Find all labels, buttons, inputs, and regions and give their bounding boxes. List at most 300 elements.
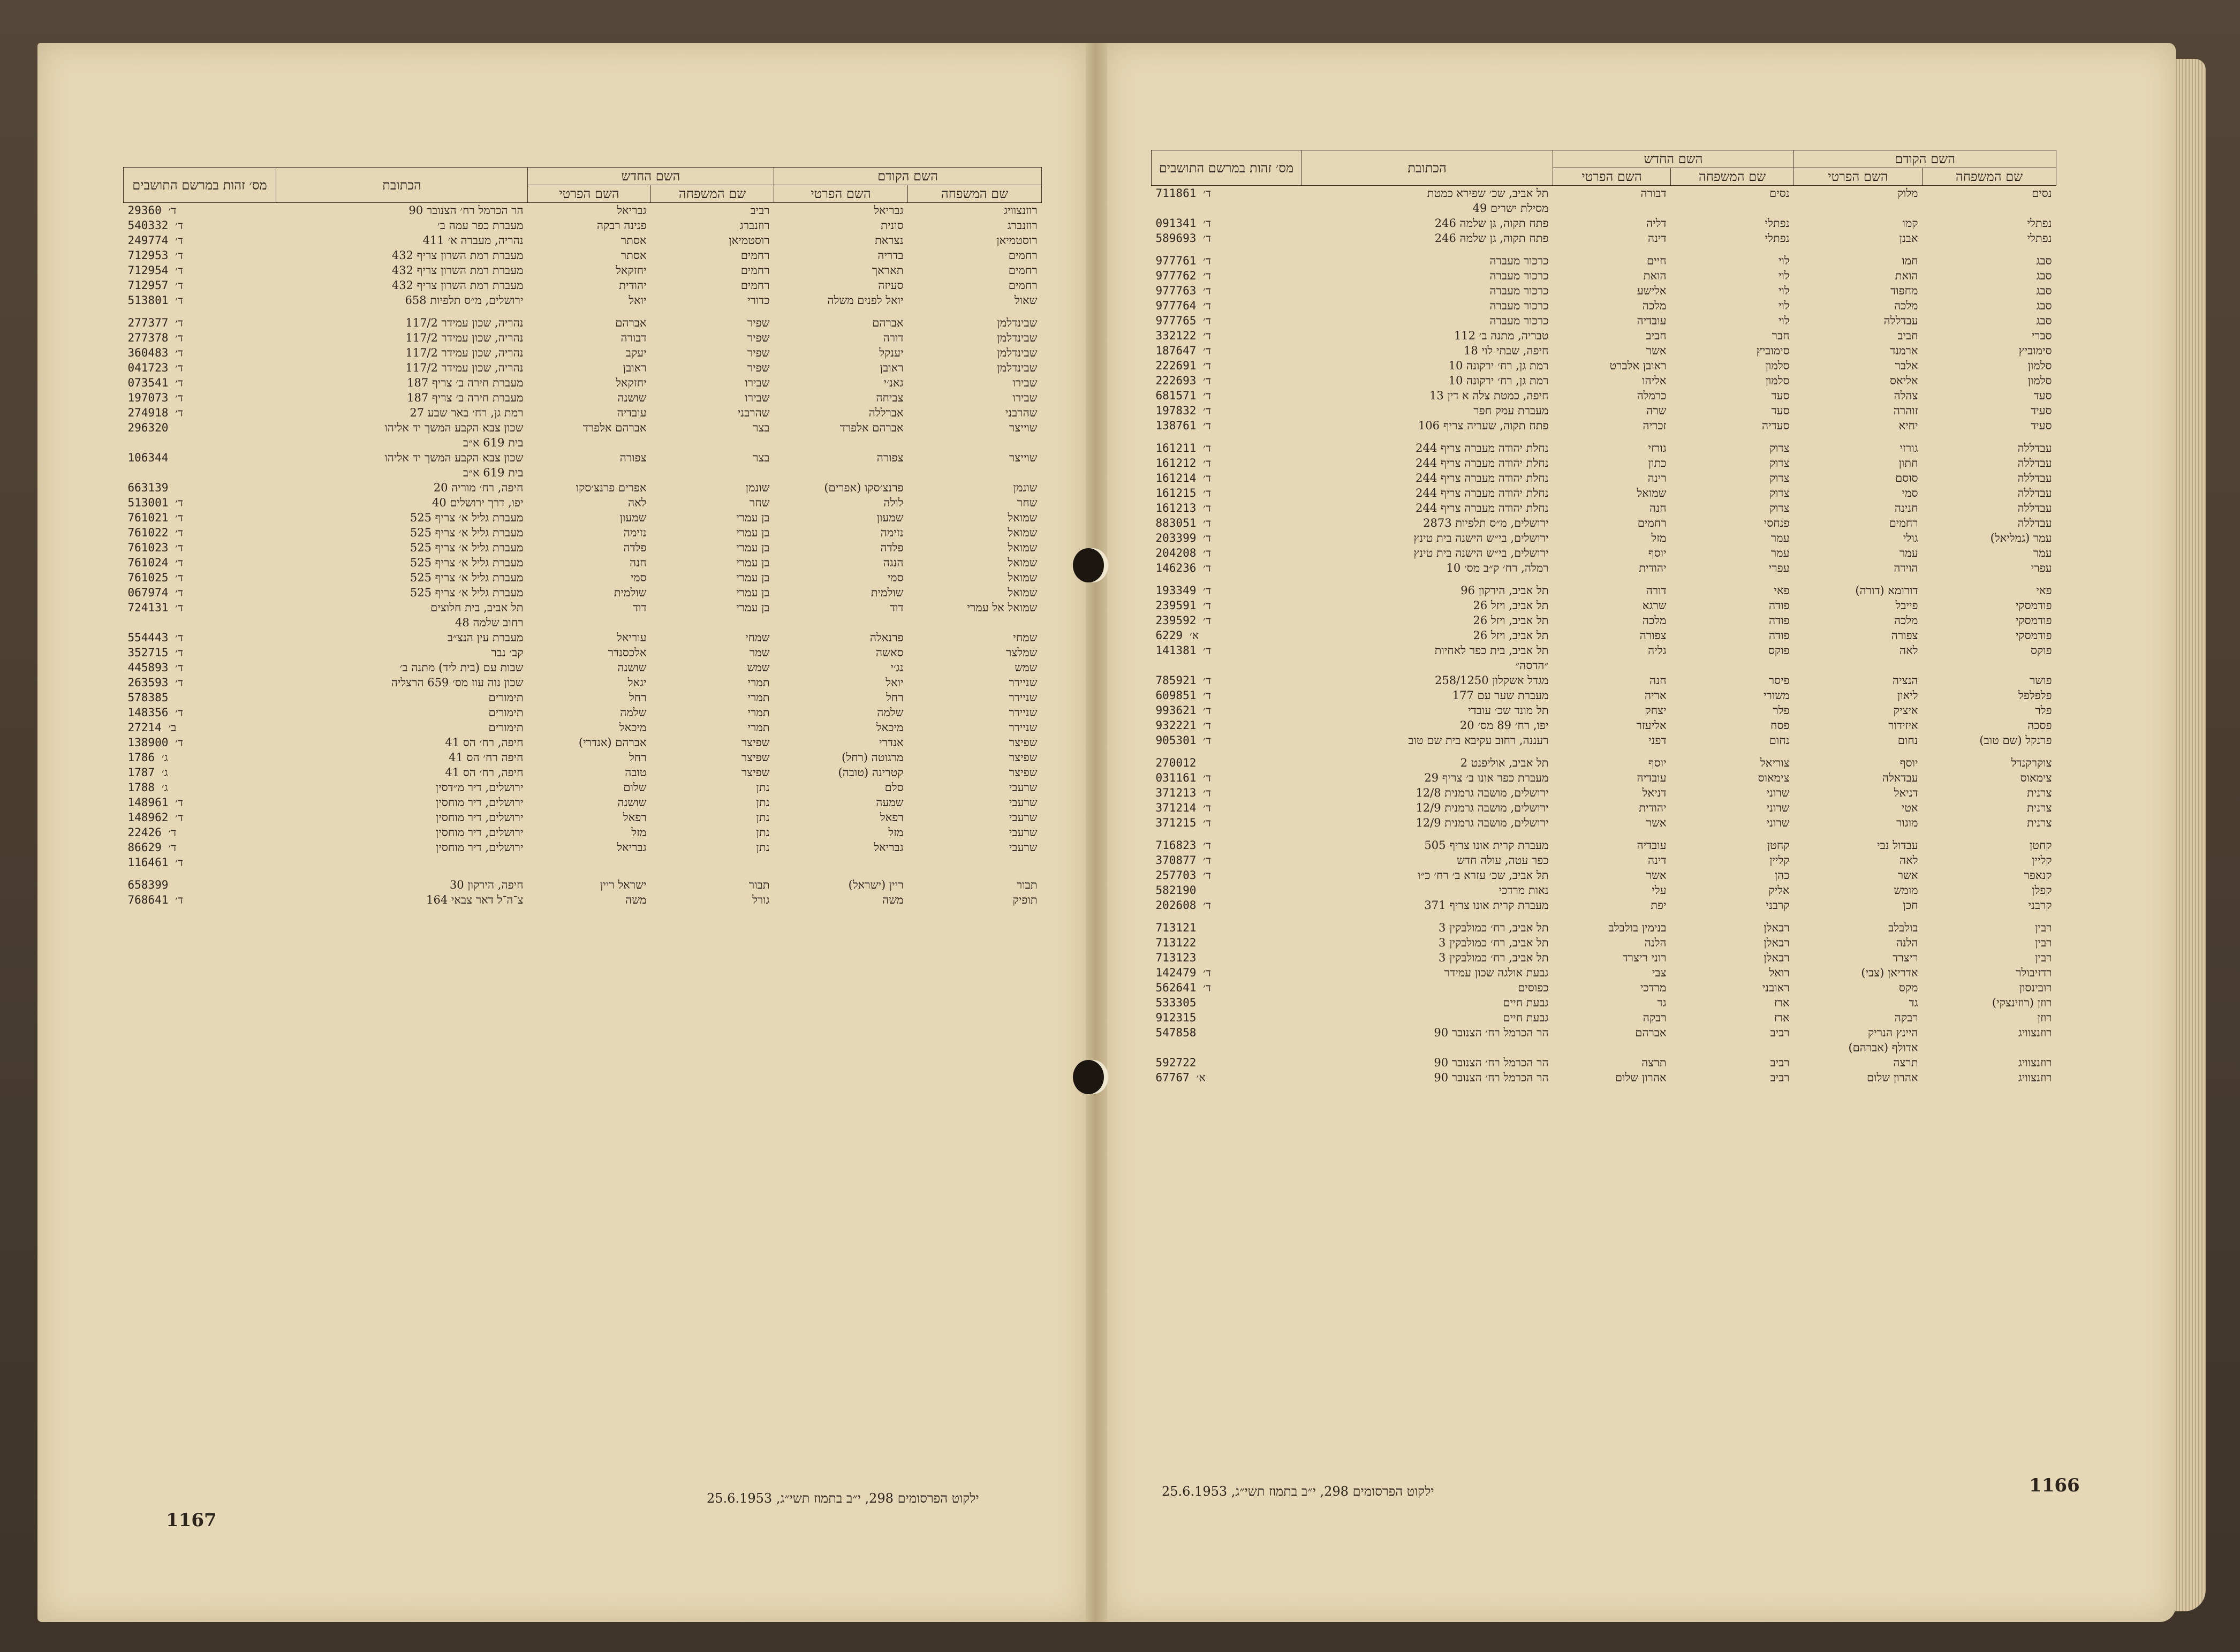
new-first-name-cell: דינה (1648, 854, 1667, 867)
address-cell: חיפה רח׳ הס 41 (449, 751, 524, 764)
book-gutter (1086, 43, 1107, 1622)
old-first-name-cell: אהרון שלום (1866, 1071, 1918, 1084)
address-cell: מעברת גליל א׳ צריף 525 (410, 526, 524, 539)
new-surname-cell: צדוק (1769, 472, 1790, 484)
address-cell: רעננה, רחוב עקיבא בית שם טוב (1408, 734, 1549, 747)
old-first-name-cell: אלבר (1895, 359, 1918, 372)
id-number-cell: 761021 ד׳ (127, 511, 183, 524)
header-old-surname: שם המשפחה (908, 185, 1042, 203)
old-surname-cell: שמואל אל עמרי (967, 601, 1038, 614)
old-first-name-cell: גולי (1903, 532, 1918, 544)
address-cell: חיפה, רח׳ מוריה 20 (433, 481, 524, 494)
new-first-name-cell: אשר (1646, 816, 1667, 829)
id-number-cell: 977763 ד׳ (1155, 284, 1211, 297)
old-surname-cell: רחמים (1008, 264, 1038, 277)
old-first-name-cell: ראובן (880, 361, 904, 374)
old-surname-cell (908, 435, 1042, 450)
new-surname-cell: בצר (753, 451, 770, 464)
old-surname-cell: עבדללה (2017, 472, 2052, 484)
address-cell: מעברת כפר עמה ב׳ (437, 219, 524, 232)
old-surname-cell: שניידר (1009, 676, 1038, 689)
old-surname-cell: צוקרקנדל (2011, 756, 2052, 769)
address-cell: מעברת שער עם 177 (1452, 689, 1549, 702)
new-first-name-cell: חביב (1646, 329, 1667, 342)
old-surname-cell: סבג (2036, 314, 2052, 327)
old-first-name-cell: היינץ הנריק (1868, 1026, 1918, 1039)
id-number-cell: 106344 (127, 451, 169, 464)
new-first-name-cell: שרה (1646, 404, 1667, 417)
table-row (1152, 486, 2056, 501)
id-number-cell: 713123 (1155, 951, 1197, 964)
new-first-name-cell: דבורה (620, 331, 647, 344)
old-first-name-cell: יחיא (1898, 419, 1918, 432)
new-first-name-cell: עוריאל (617, 631, 647, 644)
new-first-name-cell: אסתר (620, 249, 647, 262)
old-first-name-cell: צפורה (876, 451, 904, 464)
new-surname-cell: סימוביץ (1756, 344, 1790, 357)
address-cell: חיפה, כמטת צלה א דין 13 (1429, 389, 1549, 402)
new-first-name-cell: משה (625, 893, 647, 906)
new-first-name-cell: עובדיה (1637, 771, 1667, 784)
address-cell: כרכור מעברה (1489, 284, 1549, 297)
new-surname-cell: צדוק (1769, 457, 1790, 469)
header-id-number: מס׳ זהות במרשם התושבים (1152, 150, 1301, 186)
address-cell: הר הכרמל רח׳ הצנובר 90 (1434, 1071, 1549, 1084)
new-first-name-cell: ישראל ריין (600, 878, 647, 891)
new-surname-cell: שחר (749, 496, 770, 509)
table-row (1152, 201, 2056, 216)
old-surname-cell: נפתלי (2027, 217, 2052, 230)
id-number-cell: 724131 ד׳ (127, 601, 183, 614)
new-surname-cell: קחטן (1767, 839, 1790, 852)
row-spacer (1152, 830, 2056, 838)
id-number-cell: 578385 (127, 691, 169, 704)
address-cell: נהריה, שכון עמידר 117/2 (405, 331, 524, 344)
table-row (1152, 516, 2056, 531)
table-row (1152, 186, 2056, 201)
old-surname-cell: שמחי (1013, 631, 1038, 644)
table-row (1152, 598, 2056, 613)
new-first-name-cell: שולמית (614, 586, 647, 599)
new-first-name-cell: אברהם (615, 316, 647, 329)
new-surname-cell: שמש (747, 661, 770, 674)
header-old-first-name: השם הפרטי (1794, 168, 1923, 186)
table-row (1152, 733, 2056, 748)
new-surname-cell: שרוני (1766, 801, 1790, 814)
address-cell: הר הכרמל רח׳ הצנובר 90 (1434, 1026, 1549, 1039)
id-number-cell: 993621 ד׳ (1155, 704, 1211, 717)
id-number-cell: 592722 (1155, 1056, 1197, 1069)
new-surname-cell: רבאלן (1764, 936, 1790, 949)
address-cell: מעברת כפר אונו ב׳ צריף 29 (1424, 771, 1549, 784)
table-row (124, 495, 1042, 510)
address-cell: מעברת גליל א׳ צריף 525 (410, 511, 524, 524)
table-row (124, 795, 1042, 810)
old-first-name-cell (774, 615, 908, 630)
new-first-name-cell: לאה (628, 496, 647, 509)
old-first-name-cell: מזל (888, 826, 904, 839)
id-number-cell: 352715 ד׳ (127, 646, 183, 659)
table-row (1152, 298, 2056, 313)
old-surname-cell: נפתלי (2027, 232, 2052, 245)
new-surname-cell: רחמים (740, 279, 770, 292)
new-surname-cell: תמרי (747, 691, 770, 704)
old-first-name-cell: גד (1909, 996, 1918, 1009)
address-cell: ירושלים, מושבה גרמנית 12/8 (1416, 786, 1549, 799)
new-surname-cell: ארז (1774, 996, 1790, 1009)
old-surname-cell: שניידר (1009, 691, 1038, 704)
id-number-cell: 533305 (1155, 996, 1197, 1009)
header-address: הכתובת (276, 168, 528, 203)
new-first-name-cell: תרצה (1641, 1056, 1667, 1069)
address-cell: תל אביב, שכ׳ עזרא ב׳ רח׳ כ״ו (1417, 869, 1549, 882)
new-first-name-cell: יואל (629, 294, 647, 307)
old-first-name-cell: דורומא (דורה) (1855, 584, 1918, 597)
id-number-cell: 371215 ד׳ (1155, 816, 1211, 829)
new-first-name-cell: אשר (1646, 869, 1667, 882)
id-number-cell: 67767 א׳ (1155, 1071, 1206, 1084)
old-first-name-cell: חתון (1898, 457, 1918, 469)
old-surname-cell: רבין (2035, 921, 2052, 934)
old-surname-cell: פושר (2029, 674, 2052, 687)
id-number-cell: 1787 ג׳ (127, 766, 168, 779)
id-number-cell: 148961 ד׳ (127, 796, 183, 809)
id-number-cell: 513801 ד׳ (127, 294, 183, 307)
id-number-cell: 360483 ד׳ (127, 346, 183, 359)
new-surname-cell: לוי (1778, 269, 1790, 282)
old-first-name-cell: חמו (1902, 254, 1918, 267)
old-surname-cell: תבור (1016, 878, 1038, 891)
old-surname-cell: עבדללה (2017, 457, 2052, 469)
id-number-cell: 761022 ד׳ (127, 526, 183, 539)
id-number-cell: 187647 ד׳ (1155, 344, 1211, 357)
old-first-name-cell: נחום (1897, 734, 1918, 747)
id-number-cell: 161215 ד׳ (1155, 487, 1211, 499)
old-surname-cell: עבדללה (2017, 517, 2052, 529)
table-row (124, 630, 1042, 645)
table-row (1152, 815, 2056, 830)
id-number-cell: 161212 ד׳ (1155, 457, 1211, 469)
id-number-cell: 161214 ד׳ (1155, 472, 1211, 484)
new-first-name-cell: שלום (623, 781, 647, 794)
old-first-name-cell: שלמה (877, 706, 904, 719)
table-row (1152, 418, 2056, 433)
id-number-cell: 239591 ד׳ (1155, 599, 1211, 612)
old-first-name-cell: מקס (1898, 981, 1918, 994)
address-cell: פתח תקוה, שעריה צריף 106 (1418, 419, 1549, 432)
new-first-name-cell: אליהו (1642, 374, 1667, 387)
old-surname-cell: שמש (1015, 661, 1038, 674)
old-surname-cell: רוזנברג (1007, 219, 1038, 232)
new-first-name-cell: אליעזר (1636, 719, 1667, 732)
old-first-name-cell: מלכה (1894, 614, 1918, 627)
old-first-name-cell: רחמים (1889, 517, 1918, 529)
id-number-cell: 161213 ד׳ (1155, 502, 1211, 514)
new-surname-cell: רביב (1770, 1026, 1790, 1039)
id-number-cell: 148962 ד׳ (127, 811, 183, 824)
id-number-cell (1152, 201, 1301, 216)
old-surname-cell: רבין (2035, 936, 2052, 949)
new-surname-cell: שהרבני (737, 406, 770, 419)
id-number-cell: 609851 ד׳ (1155, 689, 1211, 702)
id-number-cell: 589693 ד׳ (1155, 232, 1211, 245)
new-surname-cell: שרוני (1766, 816, 1790, 829)
new-surname-cell: כהן (1774, 869, 1790, 882)
table-row (1152, 950, 2056, 965)
new-first-name-cell: יוסף (1648, 547, 1667, 559)
old-first-name-cell: נזימה (880, 526, 904, 539)
new-surname-cell: פודה (1768, 629, 1790, 642)
table-row (124, 780, 1042, 795)
header-new-name: השם החדש (1553, 150, 1794, 168)
new-first-name-cell: גבריאל (617, 841, 647, 854)
address-cell: נאות מרדכי (1499, 884, 1549, 897)
old-surname-cell: שמלצר (1006, 646, 1038, 659)
table-row (1152, 313, 2056, 328)
id-number-cell: 977765 ד׳ (1155, 314, 1211, 327)
old-surname-cell: שמואל (1008, 571, 1038, 584)
table-row (124, 420, 1042, 435)
old-first-name-cell: לולה (883, 496, 904, 509)
new-first-name-cell: כתון (1648, 457, 1667, 469)
new-surname-cell: עפרי (1768, 562, 1790, 574)
old-surname-cell: צרנית (2027, 801, 2052, 814)
old-first-name-cell: דורה (883, 331, 904, 344)
new-surname-cell: עמר (1770, 532, 1790, 544)
address-cell: ירושלים, דיר מ״דסין (435, 781, 524, 794)
table-row (1152, 673, 2056, 688)
address-cell: מעברת רמת השרון צריף 432 (391, 249, 524, 262)
table-row (124, 840, 1042, 855)
new-surname-cell: רואל (1769, 966, 1790, 979)
id-number-cell: 27214 ב׳ (127, 721, 177, 734)
address-cell: כרכור מעברה (1489, 299, 1549, 312)
new-first-name-cell: דוד (632, 601, 647, 614)
left-register-table (123, 167, 1042, 907)
table-row (1152, 868, 2056, 883)
new-first-name-cell: מיכאל (619, 721, 647, 734)
table-row (124, 450, 1042, 465)
id-number-cell: 445893 ד׳ (127, 661, 183, 674)
new-first-name-cell: צפורה (1639, 629, 1667, 642)
old-surname-cell: רוזנצוויג (2018, 1071, 2052, 1084)
table-row (124, 315, 1042, 330)
right-register-table (1151, 150, 2056, 1085)
new-surname-cell: שפיר (747, 331, 770, 344)
old-surname-cell: שפיצר (1009, 751, 1038, 764)
address-cell: גבעת חיים (1503, 1011, 1549, 1024)
old-first-name-cell: מלוק (1897, 187, 1918, 200)
new-surname-cell: פוקס (1768, 644, 1790, 657)
new-first-name-cell: מרדכי (1640, 981, 1667, 994)
old-surname-cell: פאי (2036, 584, 2052, 597)
new-surname-cell: פודה (1768, 599, 1790, 612)
id-number-cell: 29360 ד׳ (127, 204, 177, 217)
old-first-name-cell: הואת (1895, 269, 1918, 282)
table-row (124, 510, 1042, 525)
id-number-cell: 296320 (127, 421, 169, 434)
table-row (124, 540, 1042, 555)
address-cell: נהריה, שכון עמידר 117/2 (405, 316, 524, 329)
table-row (1152, 643, 2056, 658)
id-number-cell: 712954 ד׳ (127, 264, 183, 277)
address-cell: בית 619 א״ב (463, 466, 524, 479)
old-surname-cell: סבג (2036, 254, 2052, 267)
id-number-cell: 712957 ד׳ (127, 279, 183, 292)
id-number-cell: 540332 ד׳ (127, 219, 183, 232)
address-cell (276, 855, 528, 870)
new-surname-cell: רחמים (740, 249, 770, 262)
old-first-name-cell: אברהם (872, 316, 904, 329)
address-cell: תל אביב, רח׳ כמולבקין 3 (1439, 936, 1549, 949)
new-surname-cell (1671, 201, 1794, 216)
old-surname-cell: רוסטמיאן (996, 234, 1038, 247)
right-table-header (1152, 150, 2056, 186)
address-cell: רמת גן, רח׳ ירקונה 10 (1448, 359, 1549, 372)
header-old-first-name: השם הפרטי (774, 185, 908, 203)
old-surname-cell: פלפלפל (2018, 689, 2052, 702)
new-surname-cell: בצר (753, 421, 770, 434)
new-first-name-cell: גורזי (1648, 442, 1667, 454)
table-row (124, 600, 1042, 615)
new-first-name-cell: ראובן אלברט (1609, 359, 1667, 372)
id-number-cell: 222691 ד׳ (1155, 359, 1211, 372)
old-first-name-cell: גאנ׳י (883, 376, 904, 389)
new-first-name-cell: דפני (1648, 734, 1667, 747)
address-cell: מעברת חירה ב׳ צריף 187 (407, 376, 524, 389)
new-surname-cell: נתן (756, 781, 770, 794)
new-surname-cell: תמרי (747, 676, 770, 689)
header-old-name: השם הקודם (774, 168, 1042, 185)
address-cell: ״הדסה״ (1515, 659, 1549, 672)
new-first-name-cell: חיים (1646, 254, 1667, 267)
address-cell: מעברת גליל א׳ צריף 525 (410, 556, 524, 569)
old-surname-cell: שחר (1017, 496, 1038, 509)
old-first-name-cell: זוהרה (1893, 404, 1918, 417)
header-new-name: השם החדש (528, 168, 774, 185)
left-page-footer: ילקוט הפרסומים 298, י״ב בתמוז תשי״ג, 25.6.1953 (707, 1491, 979, 1506)
old-surname-cell: שונמן (1013, 481, 1038, 494)
table-row (124, 293, 1042, 308)
left-table-header (124, 168, 1042, 203)
table-row (1152, 688, 2056, 703)
address-cell: חיפה, שבתי לוי 18 (1464, 344, 1549, 357)
new-first-name-cell: אשר (1646, 344, 1667, 357)
table-row (124, 360, 1042, 375)
old-first-name-cell: רפאל (880, 811, 904, 824)
old-first-name-cell: אשר (1897, 869, 1918, 882)
id-number-cell: 912315 (1155, 1011, 1197, 1024)
table-row (124, 480, 1042, 495)
new-first-name-cell: שרגא (1642, 599, 1667, 612)
old-surname-cell: רחמים (1008, 249, 1038, 262)
address-cell: גבעת חיים (1503, 996, 1549, 1009)
new-surname-cell: שפיר (747, 346, 770, 359)
table-row (1152, 920, 2056, 935)
new-first-name-cell: שושנה (617, 391, 647, 404)
new-surname-cell: סעד (1771, 404, 1790, 417)
old-surname-cell: צרנית (2027, 816, 2052, 829)
old-first-name-cell: מוגור (1896, 816, 1918, 829)
id-number-cell: 138761 ד׳ (1155, 419, 1211, 432)
address-cell: נחלת יהודה מעברה צריף 244 (1416, 502, 1549, 514)
new-surname-cell: לוי (1778, 254, 1790, 267)
table-row (124, 892, 1042, 907)
id-number-cell: 197073 ד׳ (127, 391, 183, 404)
old-first-name-cell: סוסם (1895, 472, 1918, 484)
new-first-name-cell: אברהם (1635, 1026, 1667, 1039)
table-row (1152, 560, 2056, 575)
old-first-name-cell: לאה (1900, 644, 1918, 657)
old-first-name-cell: סמי (1902, 487, 1918, 499)
id-number-cell: 658399 (127, 878, 169, 891)
new-first-name-cell: מלכה (1642, 299, 1667, 312)
new-first-name-cell: טובה (625, 766, 647, 779)
new-surname-cell: נחום (1769, 734, 1790, 747)
id-number-cell: 161211 ד׳ (1155, 442, 1211, 454)
new-surname-cell: בן עמרי (736, 586, 770, 599)
id-number-cell: 977764 ד׳ (1155, 299, 1211, 312)
new-first-name-cell: גליה (1648, 644, 1667, 657)
table-row (1152, 283, 2056, 298)
address-cell: תימורים (488, 721, 524, 734)
table-row (1152, 358, 2056, 373)
row-spacer (1152, 246, 2056, 253)
old-first-name-cell: סלם (884, 781, 904, 794)
old-surname-cell: שרעבי (1009, 781, 1038, 794)
address-cell: הר הכרמל רח׳ הצנובר 90 (1434, 1056, 1549, 1069)
old-first-name-cell: יענקל (879, 346, 904, 359)
address-cell: כפוסים (1518, 981, 1549, 994)
new-surname-cell: בן עמרי (736, 601, 770, 614)
new-first-name-cell: מזל (1651, 532, 1667, 544)
table-row (124, 465, 1042, 480)
row-spacer (1152, 748, 2056, 755)
id-number-cell: 091341 ד׳ (1155, 217, 1211, 230)
address-cell: תל אביב, אוליפנט 2 (1460, 756, 1549, 769)
page-stack-edges (2174, 59, 2206, 1611)
id-number-cell: 203399 ד׳ (1155, 532, 1211, 544)
table-row (124, 570, 1042, 585)
new-first-name-cell: יהודית (1639, 562, 1667, 574)
old-first-name-cell: סעיזה (878, 279, 904, 292)
address-cell: פתח תקוה, גן שלמה 246 (1434, 232, 1549, 245)
old-surname-cell: שהרבני (1005, 406, 1038, 419)
address-cell: מגדל אשקלון 258/1250 (1434, 674, 1549, 687)
new-surname-cell: ארז (1774, 1011, 1790, 1024)
old-surname-cell: שבינדלמן (997, 316, 1038, 329)
id-number-cell: 1786 ג׳ (127, 751, 168, 764)
old-first-name-cell: סמי (887, 571, 904, 584)
new-surname-cell: משורי (1764, 689, 1790, 702)
address-cell: יפו, רח׳ 89 מס׳ 20 (1459, 719, 1549, 732)
id-number-cell: 371214 ד׳ (1155, 801, 1211, 814)
id-number-cell: 977762 ד׳ (1155, 269, 1211, 282)
old-surname-cell: שניידר (1009, 706, 1038, 719)
id-number-cell: 249774 ד׳ (127, 234, 183, 247)
address-cell: מעברת גליל א׳ צריף 525 (410, 571, 524, 584)
new-surname-cell: תמרי (747, 706, 770, 719)
address-cell: מסילת ישרים 49 (1472, 202, 1549, 215)
old-surname-cell: סעד (2033, 389, 2052, 402)
address-cell: תימורים (488, 706, 524, 719)
header-new-first-name: השם הפרטי (1553, 168, 1671, 186)
new-surname-cell: שונמן (745, 481, 770, 494)
address-cell: תל אביב, שכ׳ שפירא כמטת (1427, 187, 1549, 200)
new-surname-cell: לוי (1778, 299, 1790, 312)
old-surname-cell: סברי (2031, 329, 2052, 342)
id-number-cell: 785921 ד׳ (1155, 674, 1211, 687)
